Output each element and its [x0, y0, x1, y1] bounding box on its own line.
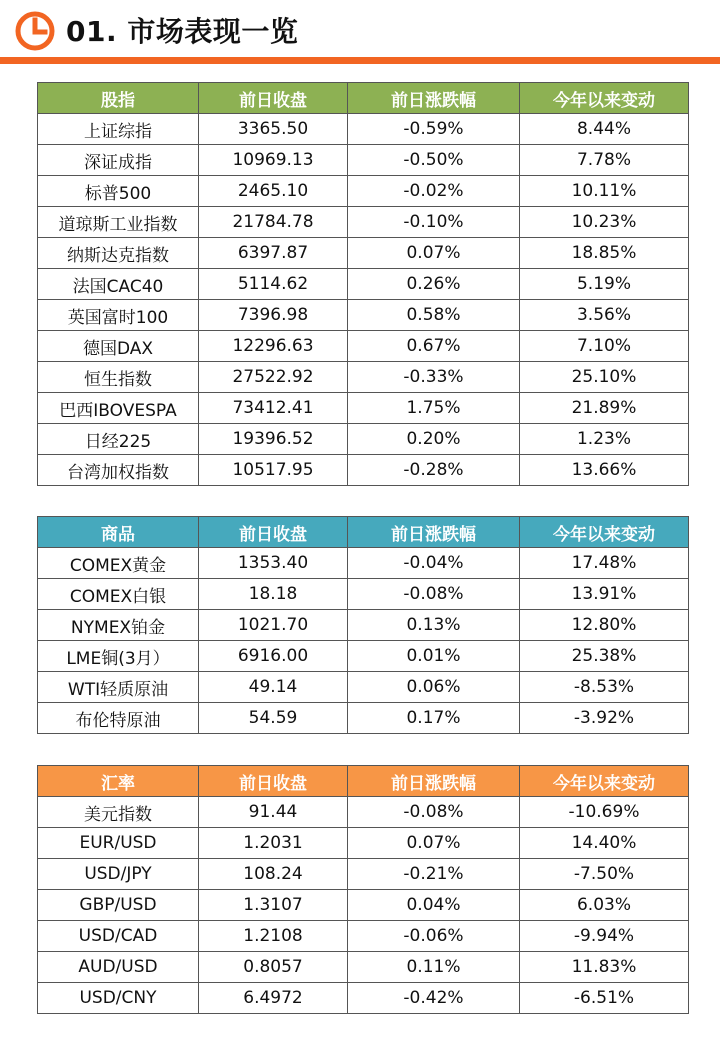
daily-change: 0.01% [348, 641, 520, 672]
instrument-name: 巴西IBOVESPA [38, 393, 199, 424]
instrument-name: AUD/USD [38, 952, 199, 983]
instrument-name: 英国富时100 [38, 300, 199, 331]
table-row [38, 610, 689, 641]
daily-change: -0.06% [348, 921, 520, 952]
instrument-name: USD/JPY [38, 859, 199, 890]
table-row [38, 176, 689, 207]
column-header-ytd: 今年以来变动 [520, 766, 689, 797]
instrument-name: 台湾加权指数 [38, 455, 199, 486]
previous-close: 73412.41 [199, 393, 348, 424]
daily-change: -0.02% [348, 176, 520, 207]
column-header-change: 前日涨跌幅 [348, 83, 520, 114]
previous-close: 108.24 [199, 859, 348, 890]
previous-close: 21784.78 [199, 207, 348, 238]
table-row [38, 145, 689, 176]
ytd-change: 12.80% [520, 610, 689, 641]
ytd-change: 6.03% [520, 890, 689, 921]
previous-close: 5114.62 [199, 269, 348, 300]
ytd-change: -10.69% [520, 797, 689, 828]
instrument-name: 恒生指数 [38, 362, 199, 393]
previous-close: 49.14 [199, 672, 348, 703]
daily-change: 0.11% [348, 952, 520, 983]
column-header-change: 前日涨跌幅 [348, 766, 520, 797]
previous-close: 10969.13 [199, 145, 348, 176]
ytd-change: -9.94% [520, 921, 689, 952]
previous-close: 6916.00 [199, 641, 348, 672]
instrument-name: 深证成指 [38, 145, 199, 176]
commodity-table [37, 516, 689, 734]
daily-change: 0.20% [348, 424, 520, 455]
daily-change: 0.17% [348, 703, 520, 734]
ytd-change: -3.92% [520, 703, 689, 734]
column-header-close: 前日收盘 [199, 766, 348, 797]
category-header: 商品 [38, 517, 199, 548]
instrument-name: GBP/USD [38, 890, 199, 921]
instrument-name: USD/CNY [38, 983, 199, 1014]
daily-change: 0.58% [348, 300, 520, 331]
table-row [38, 859, 689, 890]
table-header-row [38, 766, 689, 797]
previous-close: 10517.95 [199, 455, 348, 486]
daily-change: -0.04% [348, 548, 520, 579]
ytd-change: 1.23% [520, 424, 689, 455]
ytd-change: 25.38% [520, 641, 689, 672]
table-row [38, 331, 689, 362]
table-row [38, 828, 689, 859]
ytd-change: 17.48% [520, 548, 689, 579]
instrument-name: EUR/USD [38, 828, 199, 859]
ytd-change: 7.78% [520, 145, 689, 176]
ytd-change: 7.10% [520, 331, 689, 362]
daily-change: -0.42% [348, 983, 520, 1014]
previous-close: 1.3107 [199, 890, 348, 921]
table-row [38, 921, 689, 952]
table-row [38, 579, 689, 610]
previous-close: 7396.98 [199, 300, 348, 331]
ytd-change: 14.40% [520, 828, 689, 859]
table-row [38, 114, 689, 145]
page-header [0, 0, 720, 64]
instrument-name: USD/CAD [38, 921, 199, 952]
exchange-rate-table [37, 765, 689, 1014]
column-header-ytd: 今年以来变动 [520, 83, 689, 114]
table-row [38, 300, 689, 331]
table-row [38, 238, 689, 269]
daily-change: -0.59% [348, 114, 520, 145]
table-row [38, 269, 689, 300]
column-header-ytd: 今年以来变动 [520, 517, 689, 548]
instrument-name: 德国DAX [38, 331, 199, 362]
daily-change: 1.75% [348, 393, 520, 424]
previous-close: 0.8057 [199, 952, 348, 983]
ytd-change: 10.23% [520, 207, 689, 238]
table-row [38, 362, 689, 393]
ytd-change: -6.51% [520, 983, 689, 1014]
previous-close: 27522.92 [199, 362, 348, 393]
instrument-name: 日经225 [38, 424, 199, 455]
daily-change: 0.04% [348, 890, 520, 921]
previous-close: 91.44 [199, 797, 348, 828]
title-underline [0, 57, 720, 64]
instrument-name: 法国CAC40 [38, 269, 199, 300]
previous-close: 1021.70 [199, 610, 348, 641]
table-row [38, 983, 689, 1014]
table-row [38, 641, 689, 672]
table-row [38, 703, 689, 734]
page-title: 01. 市场表现一览 [66, 15, 299, 48]
ytd-change: -8.53% [520, 672, 689, 703]
ytd-change: 8.44% [520, 114, 689, 145]
daily-change: 0.06% [348, 672, 520, 703]
table-row [38, 207, 689, 238]
table-header-row [38, 83, 689, 114]
previous-close: 54.59 [199, 703, 348, 734]
previous-close: 18.18 [199, 579, 348, 610]
instrument-name: WTI轻质原油 [38, 672, 199, 703]
table-row [38, 548, 689, 579]
ytd-change: 18.85% [520, 238, 689, 269]
instrument-name: NYMEX铂金 [38, 610, 199, 641]
daily-change: 0.07% [348, 828, 520, 859]
daily-change: 0.26% [348, 269, 520, 300]
ytd-change: 11.83% [520, 952, 689, 983]
daily-change: -0.08% [348, 579, 520, 610]
table-header-row [38, 517, 689, 548]
table-row [38, 672, 689, 703]
previous-close: 12296.63 [199, 331, 348, 362]
column-header-close: 前日收盘 [199, 517, 348, 548]
instrument-name: COMEX黄金 [38, 548, 199, 579]
ytd-change: 25.10% [520, 362, 689, 393]
daily-change: -0.33% [348, 362, 520, 393]
instrument-name: 道琼斯工业指数 [38, 207, 199, 238]
instrument-name: 纳斯达克指数 [38, 238, 199, 269]
daily-change: 0.67% [348, 331, 520, 362]
instrument-name: 标普500 [38, 176, 199, 207]
column-header-close: 前日收盘 [199, 83, 348, 114]
daily-change: -0.08% [348, 797, 520, 828]
daily-change: -0.28% [348, 455, 520, 486]
stock-index-table [37, 82, 689, 486]
instrument-name: 美元指数 [38, 797, 199, 828]
daily-change: 0.13% [348, 610, 520, 641]
column-header-change: 前日涨跌幅 [348, 517, 520, 548]
ytd-change: 3.56% [520, 300, 689, 331]
table-row [38, 797, 689, 828]
daily-change: 0.07% [348, 238, 520, 269]
instrument-name: 上证综指 [38, 114, 199, 145]
previous-close: 19396.52 [199, 424, 348, 455]
table-row [38, 393, 689, 424]
ytd-change: 5.19% [520, 269, 689, 300]
daily-change: -0.50% [348, 145, 520, 176]
clock-icon [14, 10, 56, 52]
daily-change: -0.10% [348, 207, 520, 238]
category-header: 股指 [38, 83, 199, 114]
table-row [38, 952, 689, 983]
previous-close: 1.2108 [199, 921, 348, 952]
ytd-change: -7.50% [520, 859, 689, 890]
instrument-name: LME铜(3月） [38, 641, 199, 672]
daily-change: -0.21% [348, 859, 520, 890]
instrument-name: 布伦特原油 [38, 703, 199, 734]
ytd-change: 21.89% [520, 393, 689, 424]
ytd-change: 10.11% [520, 176, 689, 207]
previous-close: 6.4972 [199, 983, 348, 1014]
table-row [38, 424, 689, 455]
previous-close: 3365.50 [199, 114, 348, 145]
previous-close: 6397.87 [199, 238, 348, 269]
ytd-change: 13.66% [520, 455, 689, 486]
table-row [38, 455, 689, 486]
ytd-change: 13.91% [520, 579, 689, 610]
category-header: 汇率 [38, 766, 199, 797]
table-row [38, 890, 689, 921]
previous-close: 2465.10 [199, 176, 348, 207]
instrument-name: COMEX白银 [38, 579, 199, 610]
previous-close: 1.2031 [199, 828, 348, 859]
previous-close: 1353.40 [199, 548, 348, 579]
